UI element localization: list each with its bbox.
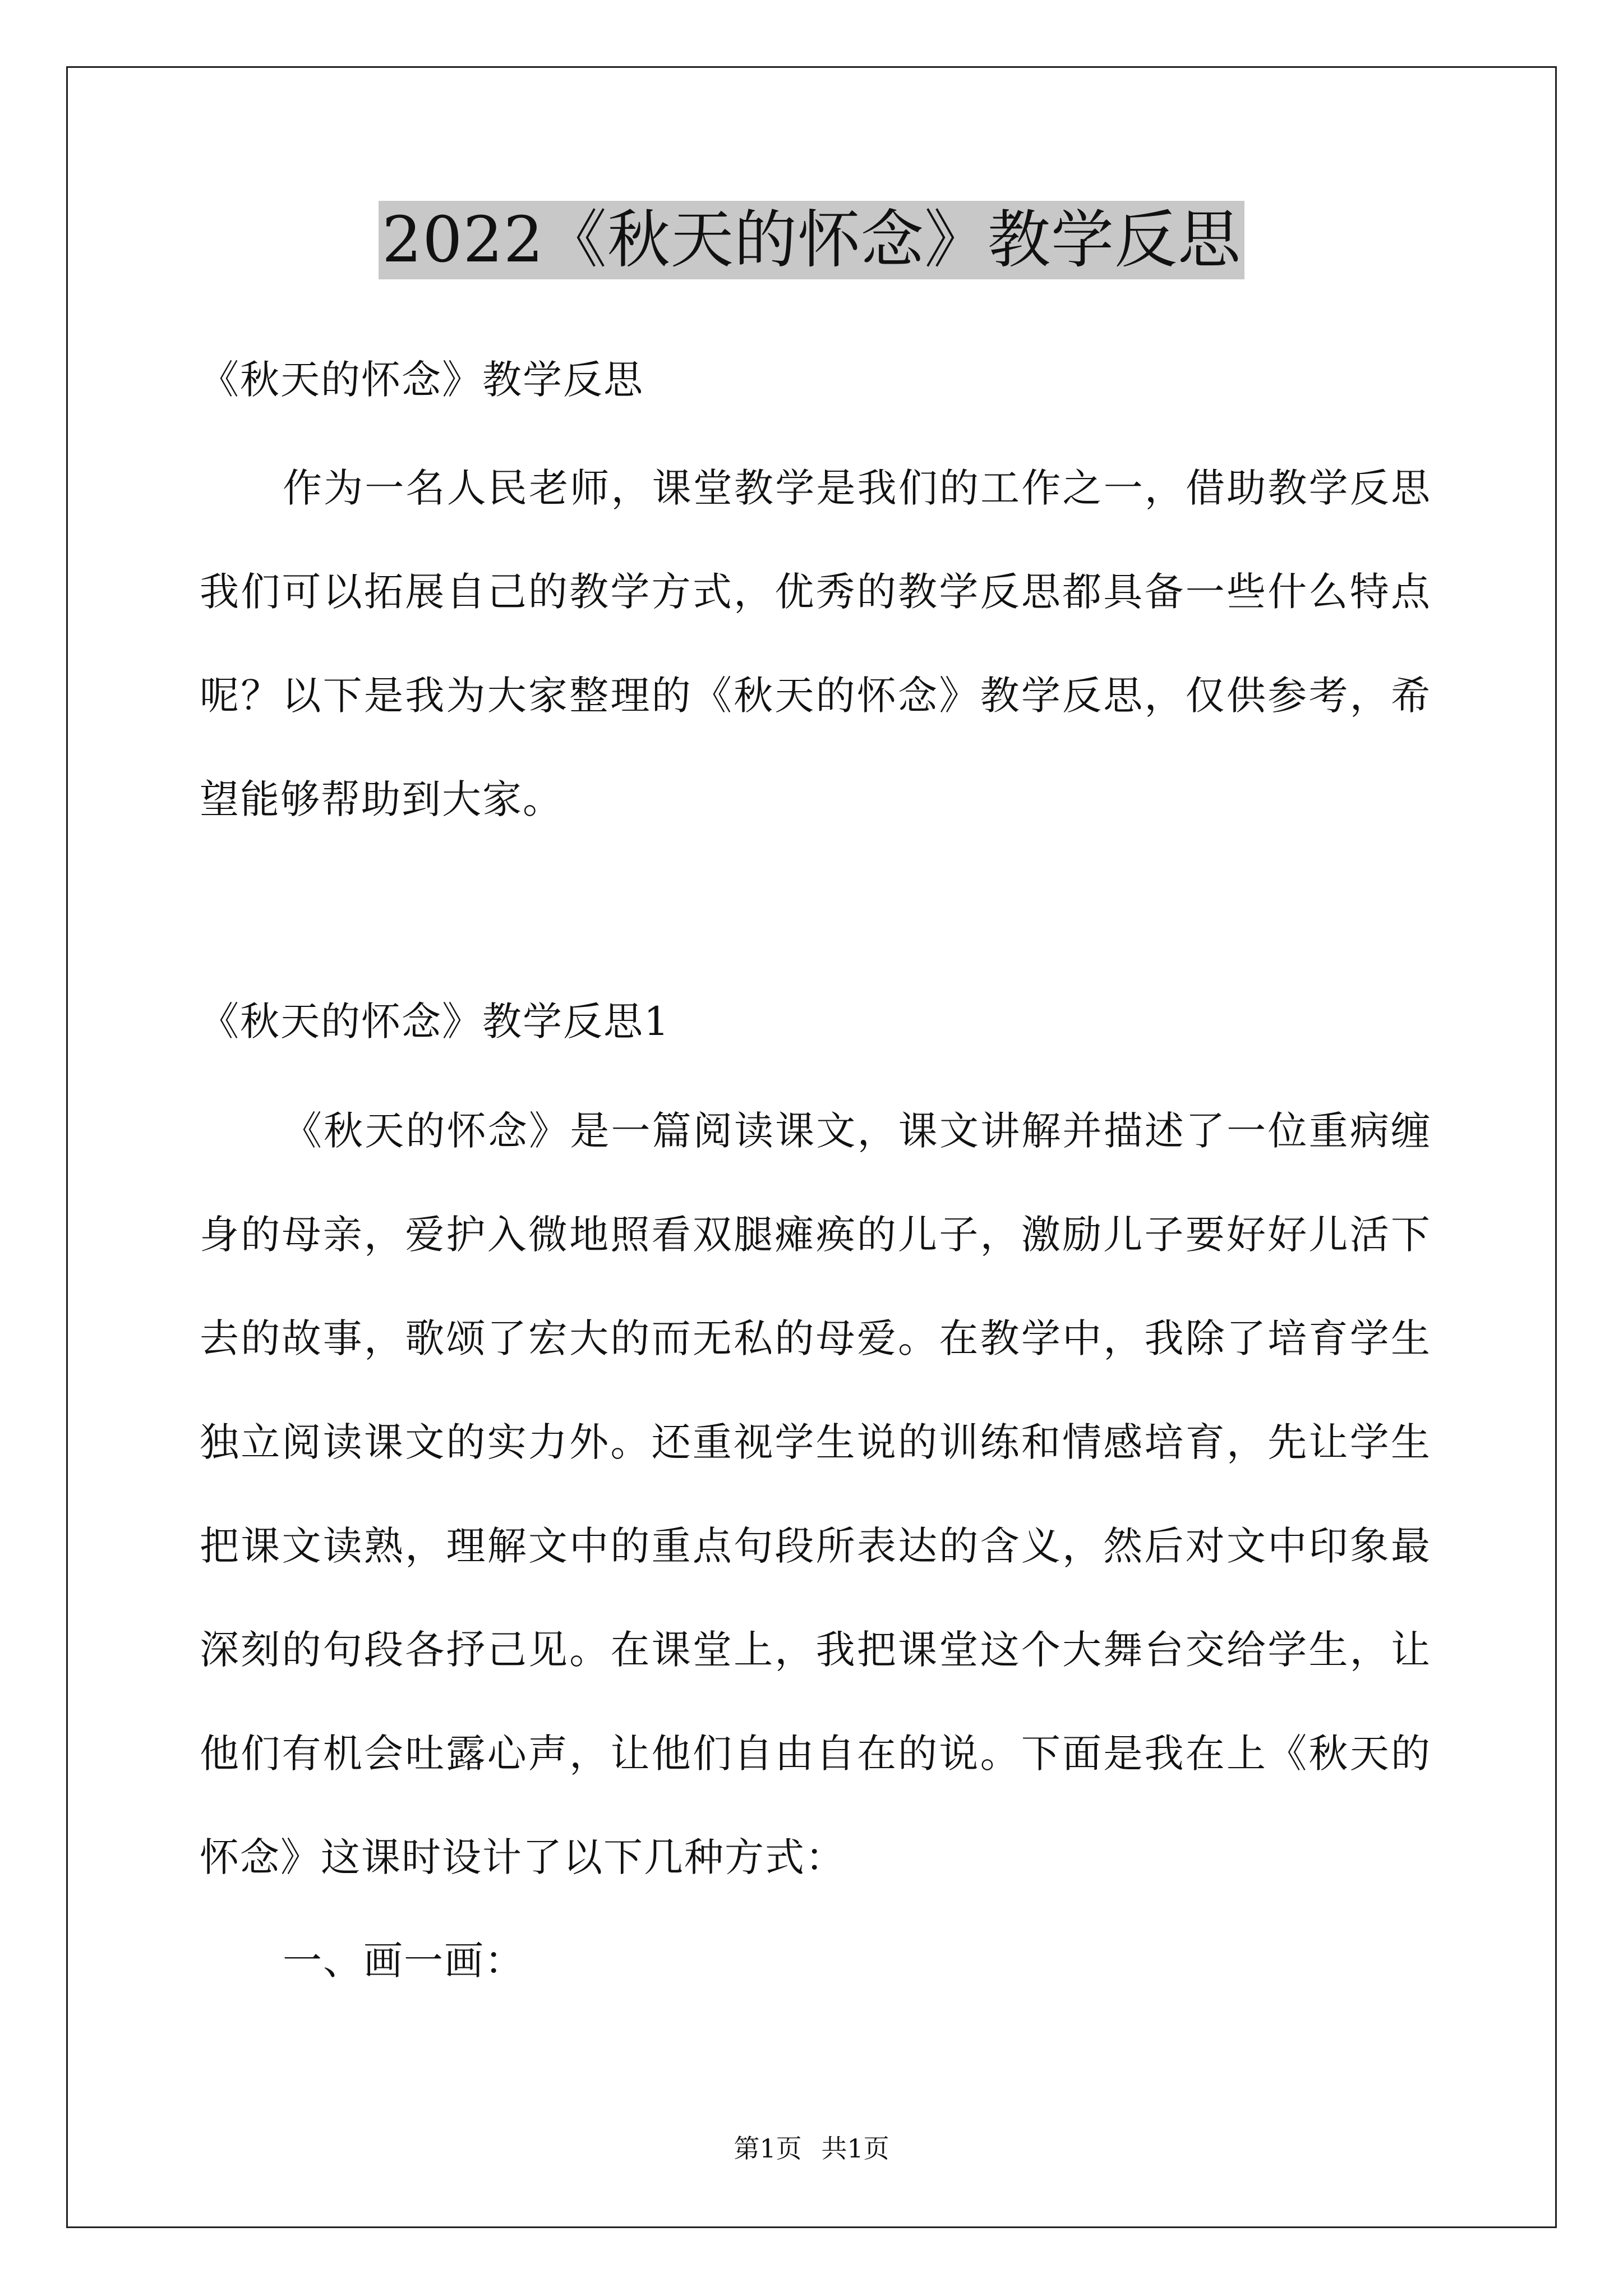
document-title: 2022《秋天的怀念》教学反思 bbox=[379, 201, 1244, 279]
title-container bbox=[0, 201, 1623, 279]
intro-paragraph: 作为一名人民老师，课堂教学是我们的工作之一，借助教学反思我们可以拓展自己的教学方式，优秀的教学反思都具备一些什么特点呢？以下是我为大家整理的《秋天的怀念》教学反思，仅供参考，希望能够帮助到大家。 bbox=[200, 465, 1431, 822]
document-subtitle: 《秋天的怀念》教学反思 bbox=[200, 357, 644, 403]
page-number: 第1页 bbox=[734, 2133, 802, 2164]
section-body-paragraph: 《秋天的怀念》是一篇阅读课文，课文讲解并描述了一位重病缠身的母亲，爱护入微地照看双腿瘫痪的儿子，激励儿子要好好儿活下去的故事，歌颂了宏大的而无私的母爱。在教学中，我除了培育学生独立阅读课文的实力外。还重视学生说的训练和情感培育，先让学生把课文读熟，理解文中的重点句段所表达的含义，然后对文中印象最深刻的句段各抒己见。在课堂上，我把课堂这个大舞台交给学生，让他们有机会吐露心声，让他们自由自在的说。下面是我在上《秋天的怀念》这课时设计了以下几种方式： bbox=[200, 1108, 1431, 1880]
page-footer bbox=[0, 2132, 1623, 2165]
list-item-one: 一、画一画： bbox=[283, 1938, 525, 1984]
section-heading: 《秋天的怀念》教学反思1 bbox=[200, 999, 670, 1045]
page-total: 共1页 bbox=[821, 2133, 889, 2164]
